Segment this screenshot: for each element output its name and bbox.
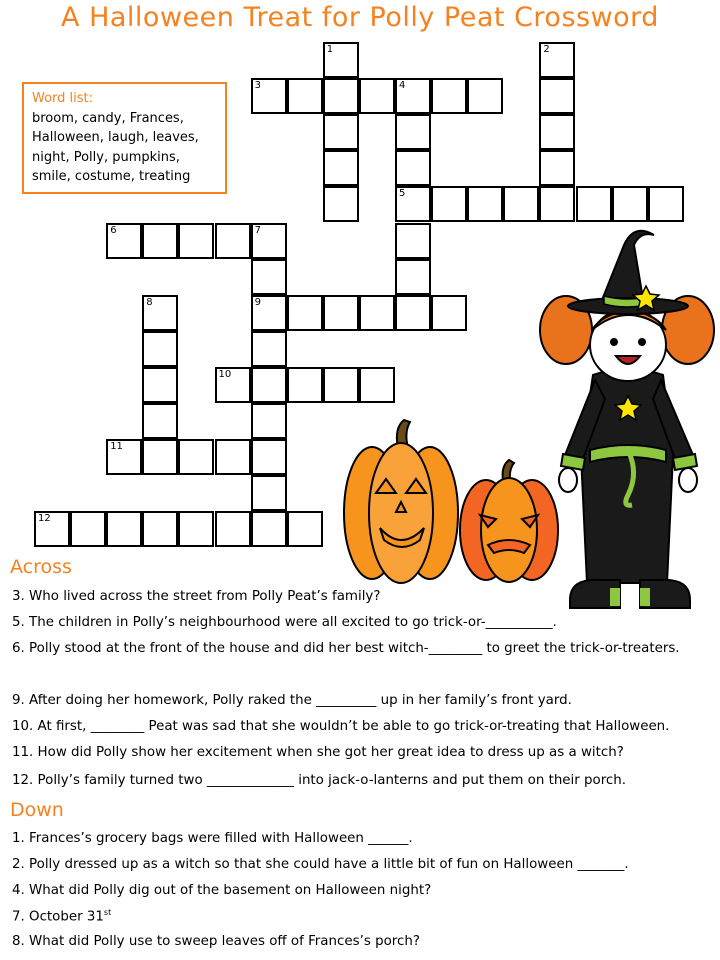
clue-number-12: 12	[38, 513, 51, 525]
crossword-cell[interactable]	[359, 367, 395, 403]
crossword-cell[interactable]	[323, 78, 359, 114]
crossword-cell[interactable]	[287, 78, 323, 114]
clue-number-1: 1	[326, 44, 334, 55]
crossword-cell[interactable]	[106, 223, 142, 259]
crossword-cell[interactable]	[251, 439, 287, 475]
crossword-cell[interactable]	[539, 150, 575, 186]
crossword-cell[interactable]	[395, 295, 431, 331]
crossword-cell[interactable]	[142, 439, 178, 475]
crossword-cell[interactable]	[576, 186, 612, 222]
clue-number-8: 8	[146, 296, 153, 308]
crossword-cell[interactable]	[395, 259, 431, 295]
across-clue-6: 6. Polly stood at the front of the house and did her best witch-________ to greet the trick-or-treaters.	[12, 641, 680, 656]
crossword-cell[interactable]	[539, 78, 575, 114]
word-list-line: broom, candy, Frances,	[32, 110, 184, 126]
crossword-cell[interactable]	[142, 403, 178, 439]
crossword-cell[interactable]	[395, 223, 431, 259]
crossword-cell[interactable]	[142, 511, 178, 547]
crossword-cell[interactable]	[323, 367, 359, 403]
clue-number-7: 7	[254, 224, 261, 236]
down-heading: Down	[10, 799, 64, 821]
crossword-cell[interactable]	[106, 511, 142, 547]
crossword-cell[interactable]	[323, 295, 359, 331]
crossword-cell[interactable]	[539, 42, 575, 78]
word-list-heading: Word list:	[32, 91, 94, 106]
crossword-cell[interactable]	[287, 511, 323, 547]
crossword-cell[interactable]	[178, 439, 214, 475]
clue-number-3: 3	[254, 80, 261, 92]
crossword-cell[interactable]	[612, 186, 648, 222]
word-list-line: smile, costume, treating	[32, 169, 191, 184]
across-clue-5: 5. The children in Polly’s neighbourhood were all excited to go trick-or-__________.	[12, 615, 557, 630]
witch-girl-icon	[540, 231, 714, 608]
crossword-cell[interactable]	[503, 186, 539, 222]
crossword-cell[interactable]	[359, 295, 395, 331]
crossword-cell[interactable]	[287, 367, 323, 403]
crossword-cell[interactable]	[251, 475, 287, 511]
across-clue-10: 10. At first, ________ Peat was sad that she wouldn’t be able to go trick-or-treating that Halloween.	[12, 719, 670, 734]
crossword-cell[interactable]	[323, 114, 359, 150]
crossword-cell[interactable]	[395, 150, 431, 186]
crossword-cell[interactable]	[251, 367, 287, 403]
down-clue-7	[12, 908, 111, 924]
clue-number-4: 4	[399, 80, 406, 92]
across-clue-11: 11. How did Polly show her excitement when she got her great idea to dress up as a witch?	[12, 745, 624, 760]
crossword-cell[interactable]	[431, 186, 467, 222]
crossword-cell[interactable]	[251, 78, 287, 114]
across-heading: Across	[10, 556, 72, 578]
crossword-cell[interactable]	[431, 78, 467, 114]
small-pumpkin-icon	[460, 460, 558, 582]
crossword-cell[interactable]	[215, 367, 251, 403]
crossword-cell[interactable]	[323, 42, 359, 78]
crossword-cell[interactable]	[70, 511, 106, 547]
crossword-cell[interactable]	[648, 186, 684, 222]
crossword-cell[interactable]	[178, 511, 214, 547]
down-clue-7-superscript: st	[103, 908, 112, 917]
down-clue-4: 4. What did Polly dig out of the basement on Halloween night?	[12, 883, 432, 898]
crossword-cell[interactable]	[215, 511, 251, 547]
crossword-cell[interactable]	[431, 295, 467, 331]
crossword-cell[interactable]	[251, 223, 287, 259]
clue-number-2: 2	[543, 44, 550, 55]
crossword-cell[interactable]	[142, 367, 178, 403]
crossword-cell[interactable]	[359, 78, 395, 114]
clue-number-10: 10	[218, 368, 232, 380]
crossword-cell[interactable]	[251, 259, 287, 295]
crossword-cell[interactable]	[251, 295, 287, 331]
crossword-cell[interactable]	[251, 331, 287, 367]
crossword-cell[interactable]	[323, 150, 359, 186]
down-clue-1: 1. Frances’s grocery bags were filled with Halloween ______.	[12, 831, 413, 846]
across-clue-3: 3. Who lived across the street from Polly Peat’s family?	[12, 589, 381, 604]
crossword-cell[interactable]	[34, 511, 70, 547]
clue-number-9: 9	[254, 296, 261, 308]
crossword-cell[interactable]	[539, 186, 575, 222]
crossword-cell[interactable]	[142, 331, 178, 367]
crossword-cell[interactable]	[323, 186, 359, 222]
crossword-cell[interactable]	[395, 78, 431, 114]
crossword-cell[interactable]	[251, 511, 287, 547]
crossword-cell[interactable]	[178, 223, 214, 259]
across-clue-12: 12. Polly’s family turned two _____________ into jack-o-lanterns and put them on their porch.	[12, 773, 627, 788]
crossword-cell[interactable]	[539, 114, 575, 150]
crossword-cell[interactable]	[142, 295, 178, 331]
page-title: A Halloween Treat for Polly Peat Crossword	[61, 2, 659, 33]
clue-number-5: 5	[399, 188, 406, 200]
down-clue-2: 2. Polly dressed up as a witch so that she could have a little bit of fun on Halloween _______.	[12, 857, 629, 872]
crossword-cell[interactable]	[467, 78, 503, 114]
crossword-cell[interactable]	[215, 439, 251, 475]
down-clue-7-text: 7. October 31	[12, 909, 104, 925]
clue-number-11: 11	[110, 441, 123, 453]
word-list-line: night, Polly, pumpkins,	[32, 149, 180, 165]
large-pumpkin-icon	[344, 420, 458, 583]
crossword-cell[interactable]	[395, 114, 431, 150]
crossword-cell[interactable]	[251, 403, 287, 439]
crossword-cell[interactable]	[142, 223, 178, 259]
word-list-line: Halloween, laugh, leaves,	[32, 130, 199, 145]
clue-number-6: 6	[110, 224, 117, 236]
crossword-cell[interactable]	[287, 295, 323, 331]
crossword-cell[interactable]	[467, 186, 503, 222]
crossword-cell[interactable]	[106, 439, 142, 475]
crossword-cell[interactable]	[395, 186, 431, 222]
across-clue-9: 9. After doing her homework, Polly raked the _________ up in her family’s front yard.	[12, 693, 572, 708]
word-list-box	[22, 82, 227, 194]
down-clue-8: 8. What did Polly use to sweep leaves off of Frances’s porch?	[12, 934, 420, 949]
crossword-cell[interactable]	[215, 223, 251, 259]
